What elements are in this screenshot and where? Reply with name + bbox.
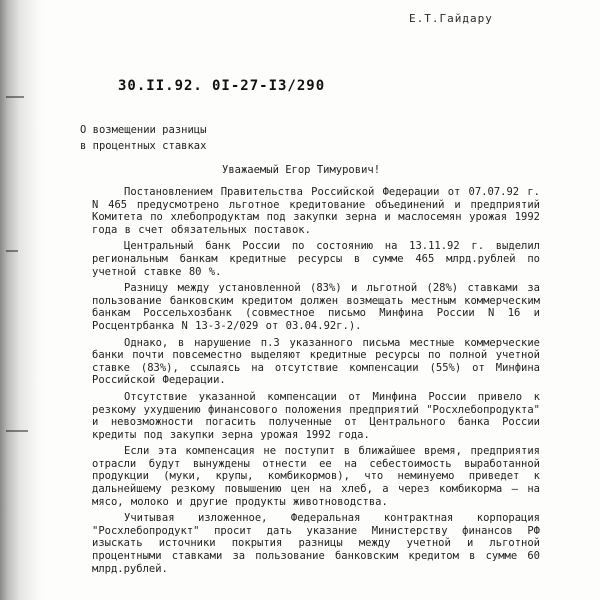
scan-shadow-edge: [0, 0, 46, 600]
paragraph: Отсутствие указанной компенсации от Минфина России привело к резкому ухудшению финансового положения предприятий "Росхлебопродукта" и невозможности погасить полученные от Центрального банка России кредиты под закупки зерна урожая 1992 года.: [92, 390, 540, 441]
letter-date: 30.II.92.: [118, 78, 203, 94]
paragraph: Учитывая изложенное, Федеральная контрактная корпорация "Росхлебопродукт" просит дать указание Министерству финансов РФ изыскать источники покрытия разницы между учетной и льготной процентными ставками за пользование банковским кредитом в сумме 60 млрд.рублей.: [92, 512, 540, 575]
scan-speck: [6, 430, 28, 432]
letter-number: 0I-27-I3/290: [212, 78, 326, 94]
scan-speck: [6, 96, 24, 98]
subject-line-2: в процентных ставках: [80, 140, 207, 152]
addressee: Е.Т.Гайдару: [409, 12, 493, 25]
scan-speck: [6, 250, 18, 252]
paragraph: Постановлением Правительства Российской Федерации от 07.07.92 г. N 465 предусмотрено льготное кредитование объединений и предприятий Комитета по хлебопродуктам под закупки зерна и маслосемян урожая 1992 года в счет обязательных поставок.: [92, 186, 540, 236]
letter-body: [92, 186, 540, 579]
paragraph: Центральный банк России по состоянию на 13.11.92 г. выделил региональным банкам кредитные ресурсы в сумме 465 млрд.рублей по учетной ставке 80 %.: [92, 240, 540, 278]
salutation: Уважаемый Егор Тимурович!: [222, 164, 381, 176]
subject-line-1: О возмещении разницы: [80, 124, 207, 136]
subject-line: [80, 122, 206, 154]
paragraph: Разницу между установленной (83%) и льготной (28%) ставками за пользование банковским кредитом должен возмещать местным коммерческим банкам Россельхозбанк (совместное письмо Минфина России N 16 и Росцентрбанка N 13-3-2/029 от 03.04.92г.).: [92, 282, 540, 332]
paragraph: Если эта компенсация не поступит в ближайшее время, предприятия отрасли будут вынуждены отнести ее на себестоимость выработанной продукции (муки, крупы, комбикормов), что неминуемо приведет к дальнейшему резкому повышению цен на хлеб, а через комбикорма – на мясо, молоко и другие продукты животноводства.: [92, 445, 540, 508]
paragraph: Однако, в нарушение п.3 указанного письма местные коммерческие банки почти повсеместно выделяют кредитные ресурсы по полной учетной ставке (83%), ссылаясь на отсутствие компенсации (55%) от Минфина Российской Федерации.: [92, 336, 540, 387]
